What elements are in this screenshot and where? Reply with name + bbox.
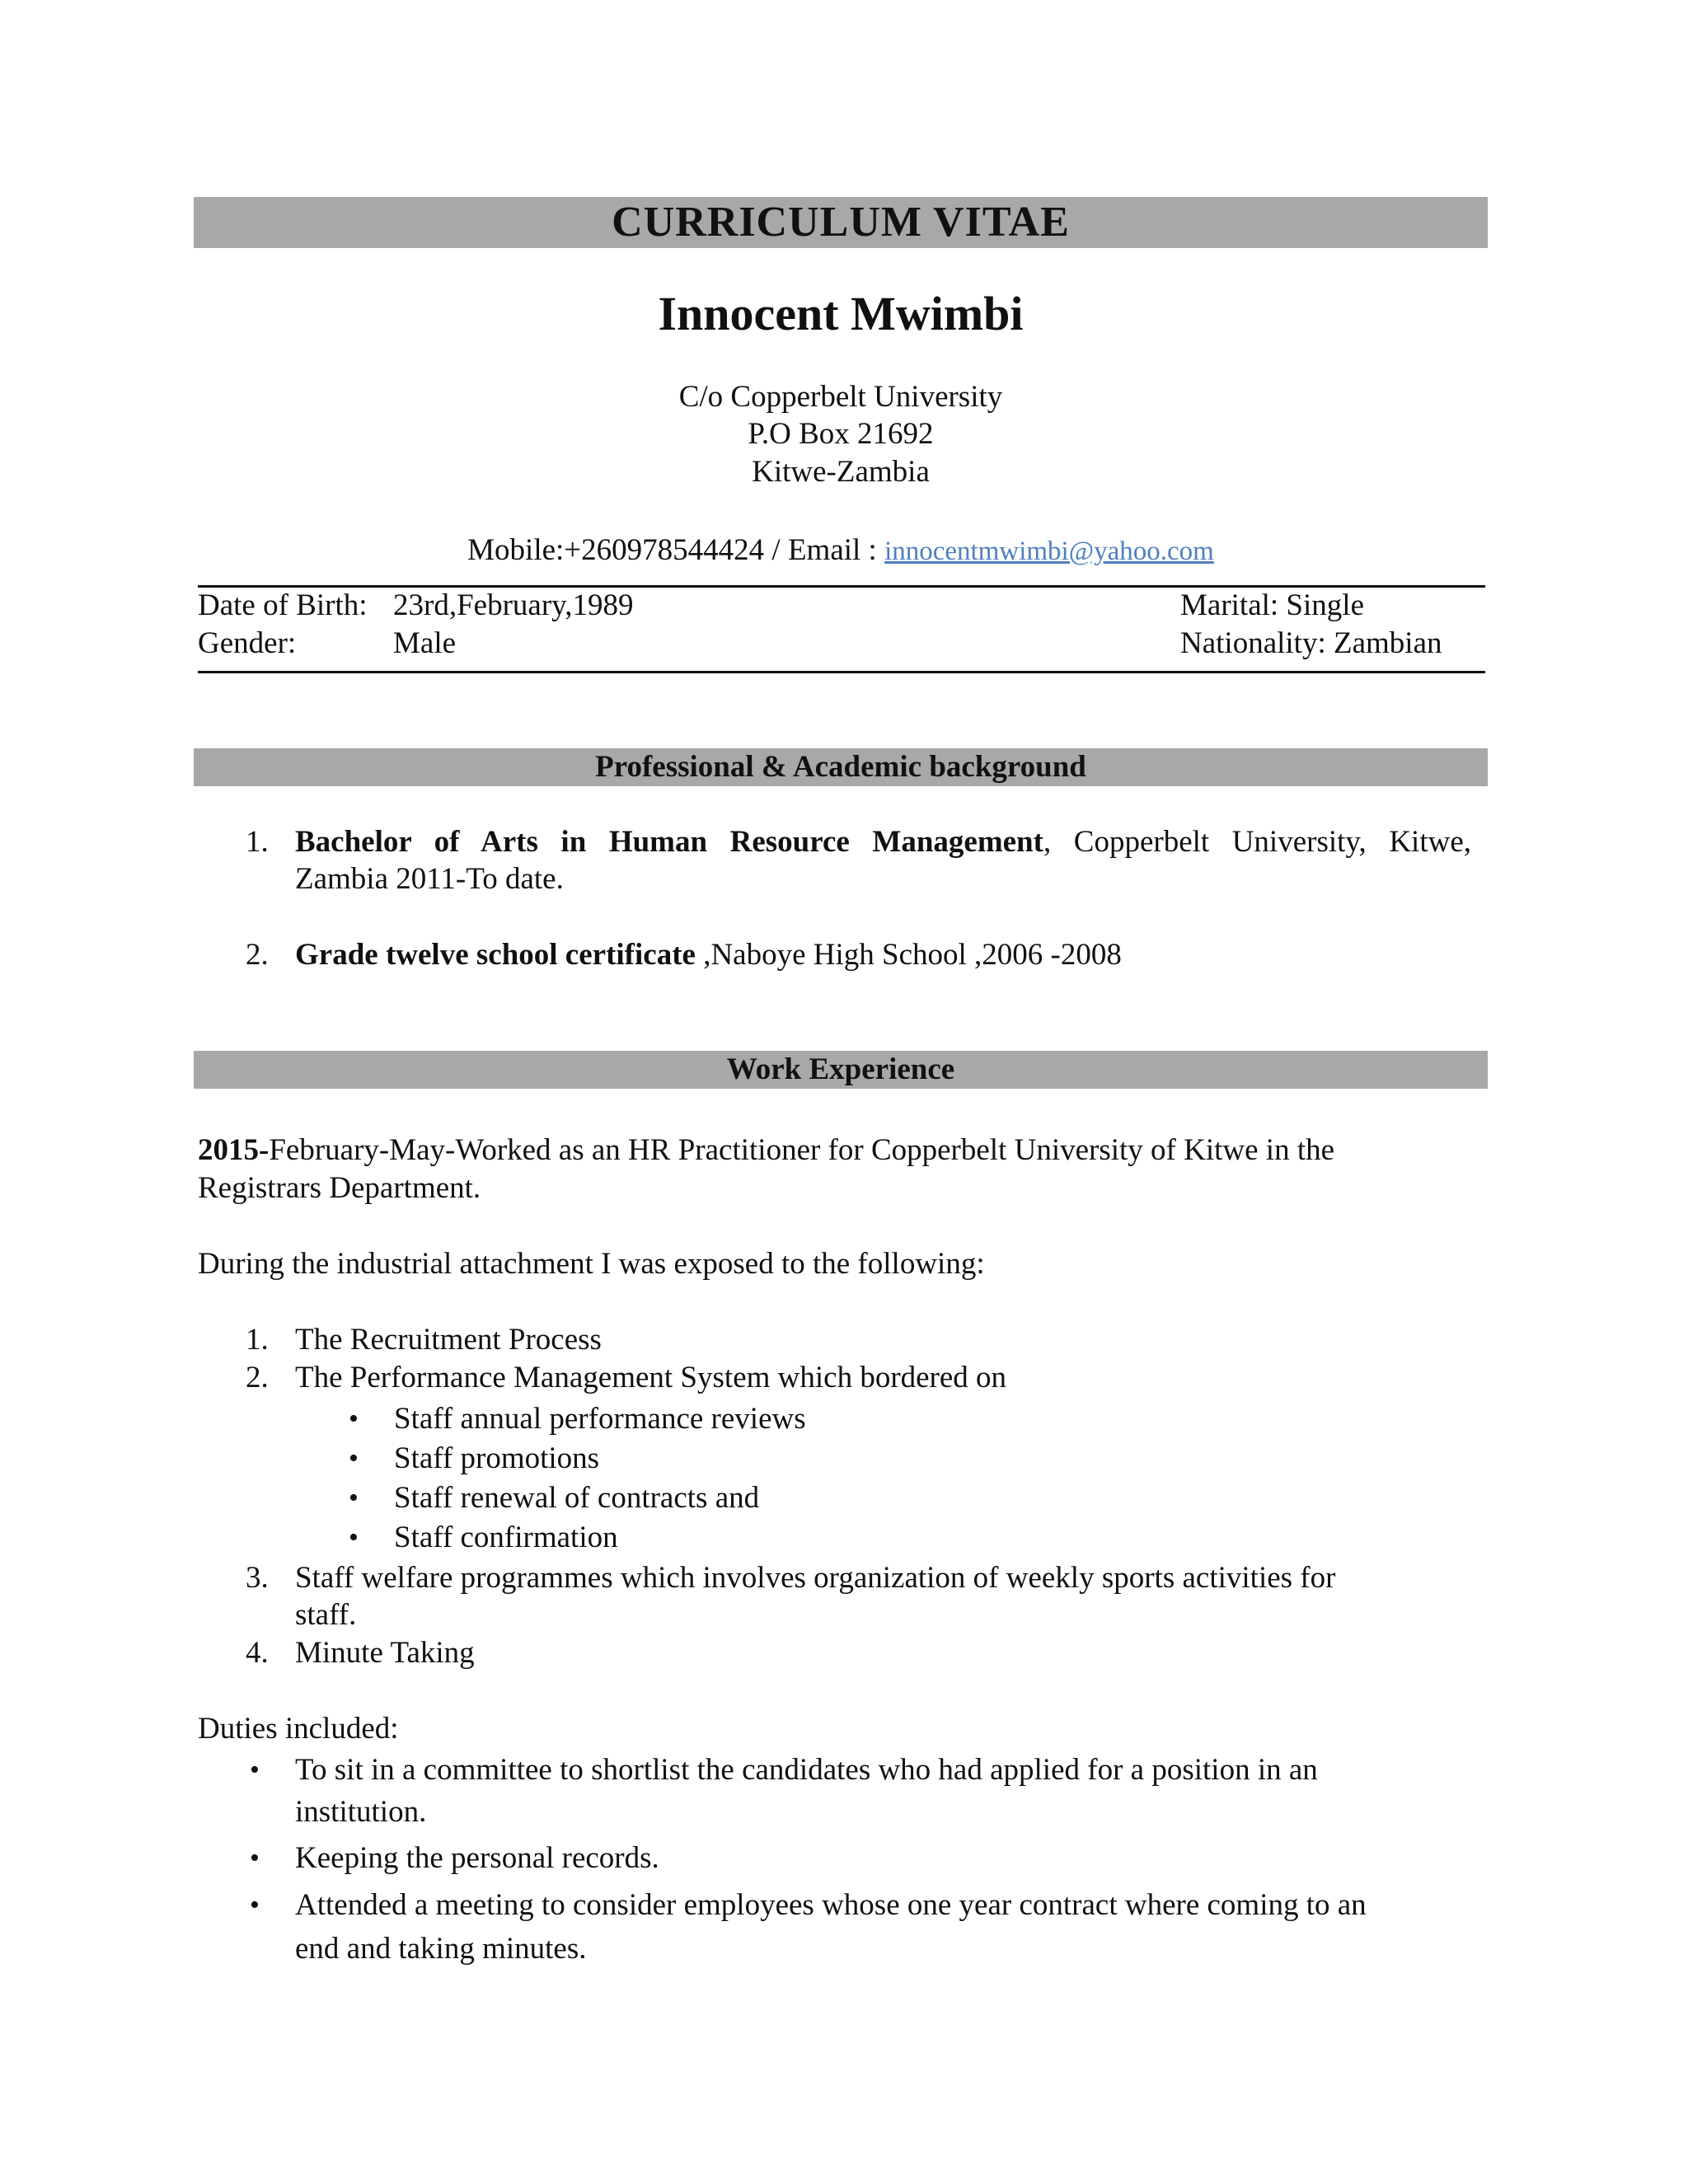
contact-line — [194, 532, 1488, 569]
work-list-3-text: Staff welfare programmes which involves organization of weekly sports activities for — [295, 1561, 1336, 1595]
divider-bottom — [198, 671, 1485, 673]
edu-item-1-line2: Zambia 2011-To date. — [295, 862, 564, 896]
work-line-2: Registrars Department. — [198, 1171, 481, 1205]
email-link[interactable]: innocentmwimbi@yahoo.com — [884, 537, 1214, 566]
address-line-2: P.O Box 21692 — [748, 417, 934, 451]
address-line-3: Kitwe-Zambia — [752, 455, 930, 489]
duty-3-line2: end and taking minutes. — [295, 1932, 587, 1966]
duty-1-line1: • To sit in a committee to shortlist the candidates who had applied for a position in an — [295, 1752, 1318, 1788]
sub-bullet-4: • Staff confirmation — [394, 1520, 618, 1556]
document-title: CURRICULUM VITAE — [194, 197, 1488, 248]
work-list-4-number: 4. — [246, 1636, 269, 1670]
address-line-1: C/o Copperbelt University — [678, 380, 1003, 414]
edu-item-1-line1 — [295, 824, 1471, 860]
dob-value: 23rd,February,1989 — [393, 588, 634, 622]
mobile-label: Mobile:+260978544424 / Email : — [467, 533, 877, 567]
gender-value: Male — [393, 626, 457, 660]
education-heading: Professional & Academic background — [194, 748, 1488, 786]
work-list-2-number: 2. — [246, 1361, 269, 1394]
nationality: Nationality: Zambian — [1180, 626, 1442, 660]
edu-item-2-certificate: Grade twelve school certificate — [295, 938, 696, 972]
work-heading: Work Experience — [194, 1051, 1488, 1089]
edu-item-1-institution: , Copperbelt University, Kitwe, — [1043, 825, 1471, 859]
sub-bullet-3: • Staff renewal of contracts and — [394, 1480, 759, 1516]
work-list-1-text: The Recruitment Process — [295, 1323, 602, 1357]
edu-item-2-school: ,Naboye High School ,2006 -2008 — [695, 938, 1122, 972]
work-line-1 — [198, 1132, 1334, 1169]
edu-item-2-number: 2. — [246, 938, 269, 972]
gender-label: Gender: — [198, 626, 297, 660]
candidate-name: Innocent Mwimbi — [658, 287, 1024, 340]
edu-item-1-degree: Bachelor of Arts in Human Resource Management — [295, 825, 1043, 859]
work-list-1-number: 1. — [246, 1323, 269, 1357]
work-intro: During the industrial attachment I was exposed to the following: — [198, 1247, 985, 1281]
edu-item-2-line1 — [295, 937, 1122, 973]
duty-1-line2: institution. — [295, 1795, 427, 1829]
work-list-4-text: Minute Taking — [295, 1636, 475, 1670]
sub-bullet-2: • Staff promotions — [394, 1441, 599, 1477]
work-list-3-cont: staff. — [295, 1598, 357, 1632]
work-year: 2015- — [198, 1133, 270, 1167]
dob-label: Date of Birth: — [198, 588, 368, 622]
duties-label: Duties included: — [198, 1712, 399, 1746]
work-description: February-May-Worked as an HR Practitioner for Copperbelt University of Kitwe in the — [269, 1133, 1335, 1167]
sub-bullet-1: • Staff annual performance reviews — [394, 1401, 806, 1437]
edu-item-1-number: 1. — [246, 825, 269, 859]
marital-status: Marital: Single — [1180, 588, 1364, 622]
work-list-2-text: The Performance Management System which bordered on — [295, 1361, 1007, 1394]
duty-2-line1: • Keeping the personal records. — [295, 1840, 659, 1877]
duty-3-line1: • Attended a meeting to consider employees whose one year contract where coming to an — [295, 1887, 1367, 1924]
work-list-3-number: 3. — [246, 1561, 269, 1595]
